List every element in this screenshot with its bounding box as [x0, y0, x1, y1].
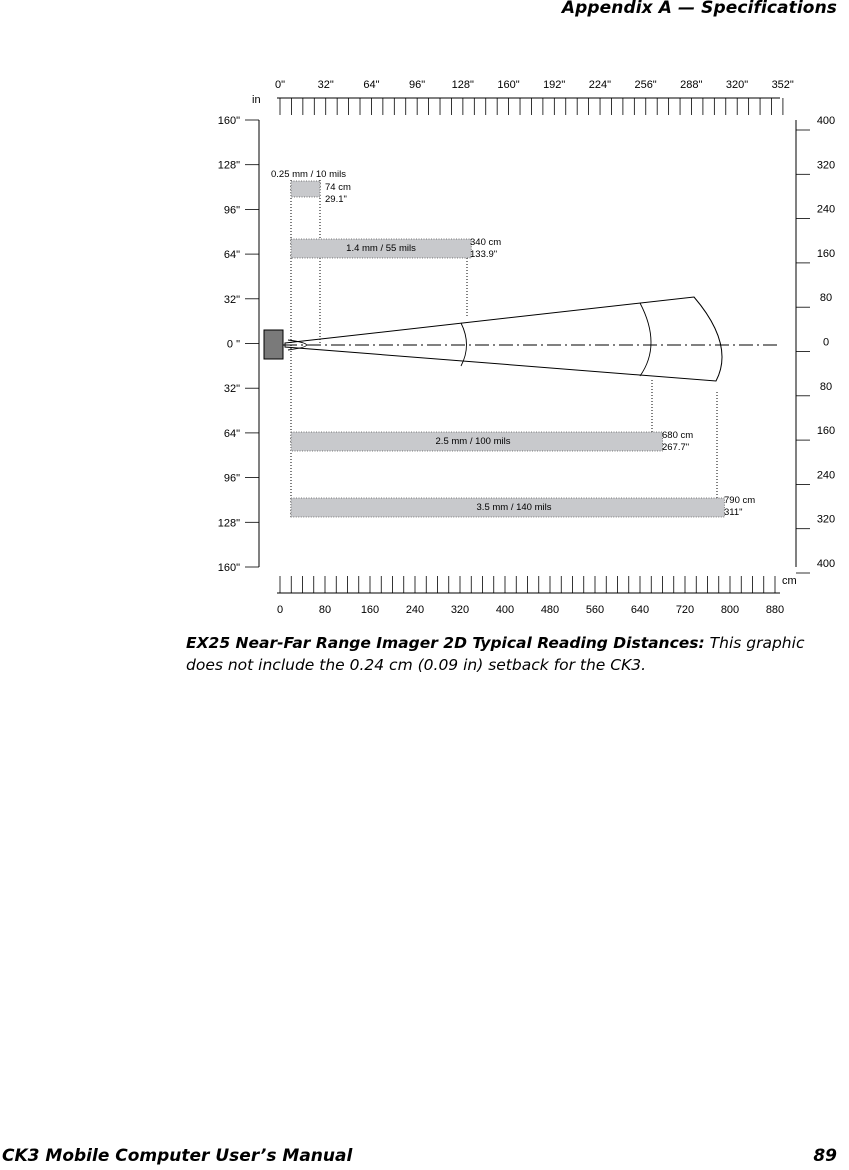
- range-distance-in-55mil: 133.9": [470, 249, 498, 260]
- top-tick-label: 256": [634, 79, 657, 91]
- figure-caption: [186, 632, 826, 676]
- left-tick-label: 96": [223, 472, 240, 485]
- top-scale-ticks: [280, 98, 783, 115]
- bottom-tick-label: 560: [585, 604, 605, 616]
- top-tick-label: 224": [588, 79, 612, 91]
- top-tick-label: 64": [363, 79, 380, 91]
- bottom-tick-label: 880: [765, 604, 785, 616]
- range-distance-cm-55mil: 340 cm: [470, 237, 502, 248]
- bottom-tick-label: 480: [540, 604, 560, 616]
- top-tick-label: 128": [451, 79, 474, 91]
- bottom-tick-label: 800: [720, 604, 740, 616]
- left-scale-ticks: [245, 120, 259, 567]
- right-tick-label: 320: [816, 159, 836, 172]
- bottom-tick-label: 640: [630, 604, 650, 616]
- right-tick-label: 0: [822, 336, 830, 349]
- top-scale-labels: [275, 79, 794, 91]
- bottom-scale-unit: cm: [782, 575, 797, 587]
- beam-arc-far: [640, 303, 651, 376]
- range-label-55mil: 1.4 mm / 55 mils: [346, 243, 416, 254]
- bottom-tick-label: 80: [318, 604, 332, 616]
- left-scale-labels: [218, 115, 240, 574]
- left-tick-label: 32": [223, 293, 240, 306]
- figure-caption-text: This graphic does not include the 0.24 cm (0.09 in) setback for the CK3.: [186, 634, 805, 674]
- range-distance-in-10mil: 29.1": [325, 194, 347, 205]
- left-tick-label: 64": [223, 249, 240, 262]
- left-tick-label: 160": [217, 562, 240, 574]
- bottom-tick-label: 160: [360, 604, 380, 616]
- top-tick-label: 96": [409, 79, 426, 91]
- top-tick-label: 320": [725, 79, 749, 91]
- left-tick-label: 160": [217, 115, 240, 127]
- range-label-100mil: 2.5 mm / 100 mils: [435, 436, 511, 447]
- range-label-140mil: 3.5 mm / 140 mils: [476, 502, 552, 513]
- top-scale-unit: in: [252, 94, 261, 106]
- bottom-scale-labels: [277, 604, 784, 616]
- left-tick-label: 128": [217, 517, 240, 530]
- page-header-title: Appendix A — Specifications: [561, 0, 837, 18]
- range-label-10mil: 0.25 mm / 10 mils: [271, 169, 346, 180]
- figure-caption-title: EX25 Near-Far Range Imager 2D Typical Reading Distances:: [186, 634, 705, 652]
- right-tick-label: 160: [816, 247, 836, 260]
- range-distance-cm-140mil: 790 cm: [724, 495, 756, 506]
- top-tick-label: 192": [543, 79, 566, 91]
- right-scale-labels: [817, 115, 835, 570]
- right-tick-label: 240: [816, 203, 836, 216]
- top-tick-label: 0": [274, 79, 286, 91]
- right-tick-label: 400: [816, 558, 836, 570]
- left-tick-label: 128": [217, 159, 240, 172]
- bottom-tick-label: 320: [450, 604, 470, 616]
- left-tick-label: 64": [223, 427, 240, 440]
- bottom-tick-label: 720: [675, 604, 695, 616]
- imager-device: [264, 330, 283, 359]
- range-distance-cm-10mil: 74 cm: [325, 182, 351, 193]
- range-distance-in-140mil: 311": [724, 507, 743, 518]
- left-tick-label: 32": [223, 383, 240, 396]
- right-tick-label: 80: [819, 292, 833, 305]
- top-tick-label: 288": [680, 79, 703, 91]
- top-tick-label: 160": [497, 79, 520, 91]
- bottom-scale-ticks: [280, 576, 775, 593]
- top-tick-label: 352": [771, 79, 794, 91]
- range-distance-cm-100mil: 680 cm: [662, 430, 694, 441]
- bottom-tick-label: 240: [405, 604, 425, 616]
- right-tick-label: 160: [816, 425, 836, 438]
- beam-cone: [285, 297, 722, 381]
- bottom-tick-label: 400: [495, 604, 515, 616]
- right-tick-label: 80: [819, 380, 833, 393]
- top-tick-label: 32": [317, 79, 334, 91]
- range-bar-10mil: [291, 181, 320, 197]
- left-tick-label: 0 ": [226, 338, 240, 351]
- left-tick-label: 96": [223, 204, 240, 217]
- footer-manual-title: CK3 Mobile Computer User’s Manual: [2, 1146, 353, 1166]
- range-distance-in-100mil: 267.7": [662, 442, 690, 453]
- right-tick-label: 320: [816, 513, 836, 526]
- right-tick-label: 240: [816, 469, 836, 482]
- bottom-tick-label: 0: [276, 604, 284, 616]
- right-tick-label: 400: [816, 115, 836, 127]
- footer-page-number: 89: [813, 1146, 837, 1166]
- right-scale-ticks: [796, 130, 810, 573]
